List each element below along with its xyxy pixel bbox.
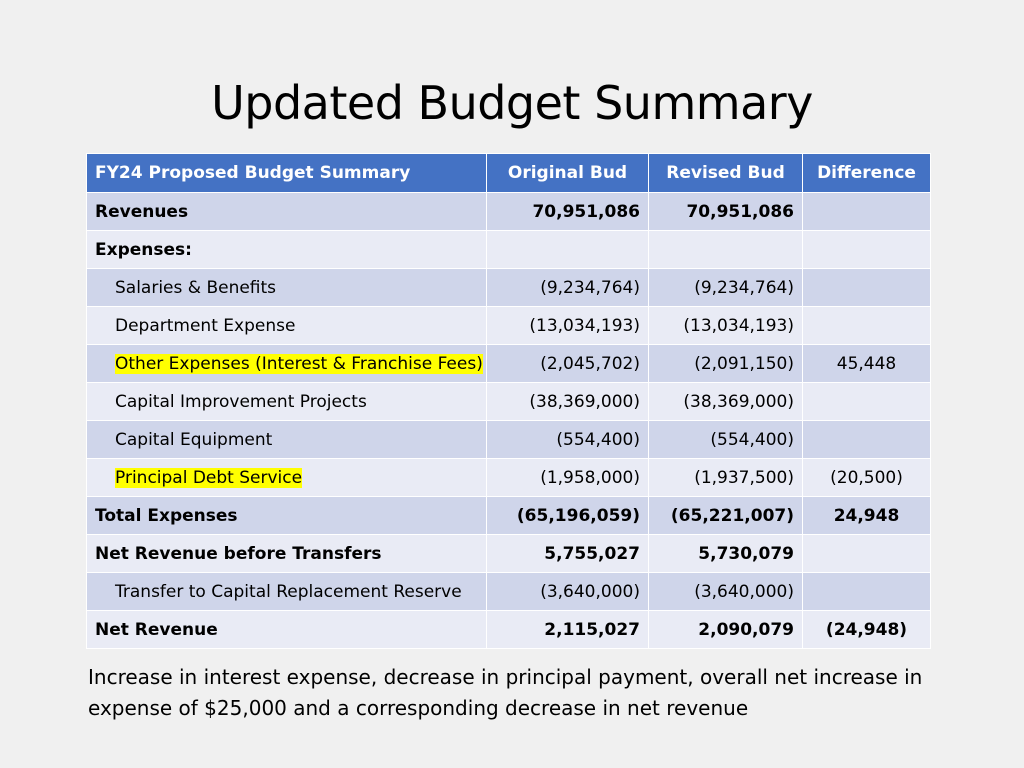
revised-value: (1,937,500): [649, 459, 803, 497]
table-row-net-before-transfers: [87, 535, 931, 573]
original-value: 5,755,027: [487, 535, 649, 573]
slide-title: Updated Budget Summary: [211, 76, 813, 130]
revised-value: 5,730,079: [649, 535, 803, 573]
original-value: (1,958,000): [487, 459, 649, 497]
original-value: (65,196,059): [487, 497, 649, 535]
original-value: (38,369,000): [487, 383, 649, 421]
table-row-expenses-heading: [87, 231, 931, 269]
table-row-total-expenses: [87, 497, 931, 535]
revised-value: (65,221,007): [649, 497, 803, 535]
table-row-principal-debt: [87, 459, 931, 497]
revised-value: 70,951,086: [649, 193, 803, 231]
row-label: Department Expense: [87, 307, 487, 345]
row-label: Total Expenses: [87, 497, 487, 535]
difference-value: [803, 269, 931, 307]
table-row-transfer-reserve: [87, 573, 931, 611]
difference-value: [803, 535, 931, 573]
header-difference: Difference: [803, 154, 931, 193]
budget-summary-table: [86, 153, 931, 649]
difference-value: [803, 231, 931, 269]
row-label: Transfer to Capital Replacement Reserve: [87, 573, 487, 611]
table-row-revenues: [87, 193, 931, 231]
table-row-net-revenue: [87, 611, 931, 649]
row-label: Expenses:: [87, 231, 487, 269]
original-value: (13,034,193): [487, 307, 649, 345]
original-value: (3,640,000): [487, 573, 649, 611]
difference-value: (20,500): [803, 459, 931, 497]
table-header-row: [87, 154, 931, 193]
table-row-salaries: [87, 269, 931, 307]
difference-value: 24,948: [803, 497, 931, 535]
difference-value: [803, 421, 931, 459]
revised-value: (3,640,000): [649, 573, 803, 611]
revised-value: (9,234,764): [649, 269, 803, 307]
revised-value: [649, 231, 803, 269]
header-revised-bud: Revised Bud: [649, 154, 803, 193]
difference-value: [803, 573, 931, 611]
difference-value: 45,448: [803, 345, 931, 383]
header-summary: FY24 Proposed Budget Summary: [87, 154, 487, 193]
table-row-capital-equipment: [87, 421, 931, 459]
table-row-capital-improvement: [87, 383, 931, 421]
row-label: Salaries & Benefits: [87, 269, 487, 307]
revised-value: (38,369,000): [649, 383, 803, 421]
revised-value: (554,400): [649, 421, 803, 459]
difference-value: [803, 307, 931, 345]
difference-value: (24,948): [803, 611, 931, 649]
highlighted-label: Other Expenses (Interest & Franchise Fees): [115, 353, 483, 374]
table-row-department-expense: [87, 307, 931, 345]
original-value: (9,234,764): [487, 269, 649, 307]
revised-value: 2,090,079: [649, 611, 803, 649]
highlighted-label: Principal Debt Service: [115, 467, 303, 488]
revised-value: (13,034,193): [649, 307, 803, 345]
header-original-bud: Original Bud: [487, 154, 649, 193]
row-label: Capital Equipment: [87, 421, 487, 459]
table-row-other-expenses: [87, 345, 931, 383]
revised-value: (2,091,150): [649, 345, 803, 383]
difference-value: [803, 193, 931, 231]
row-label: Revenues: [87, 193, 487, 231]
original-value: (554,400): [487, 421, 649, 459]
original-value: (2,045,702): [487, 345, 649, 383]
original-value: 2,115,027: [487, 611, 649, 649]
footnote-text: Increase in interest expense, decrease in principal payment, overall net increase in expense of $25,000 and a corresponding decrease in net revenue: [88, 665, 923, 720]
row-label: Capital Improvement Projects: [87, 383, 487, 421]
original-value: [487, 231, 649, 269]
row-label: Net Revenue: [87, 611, 487, 649]
row-label-cell: [87, 345, 487, 383]
difference-value: [803, 383, 931, 421]
row-label: Net Revenue before Transfers: [87, 535, 487, 573]
row-label-cell: [87, 459, 487, 497]
original-value: 70,951,086: [487, 193, 649, 231]
